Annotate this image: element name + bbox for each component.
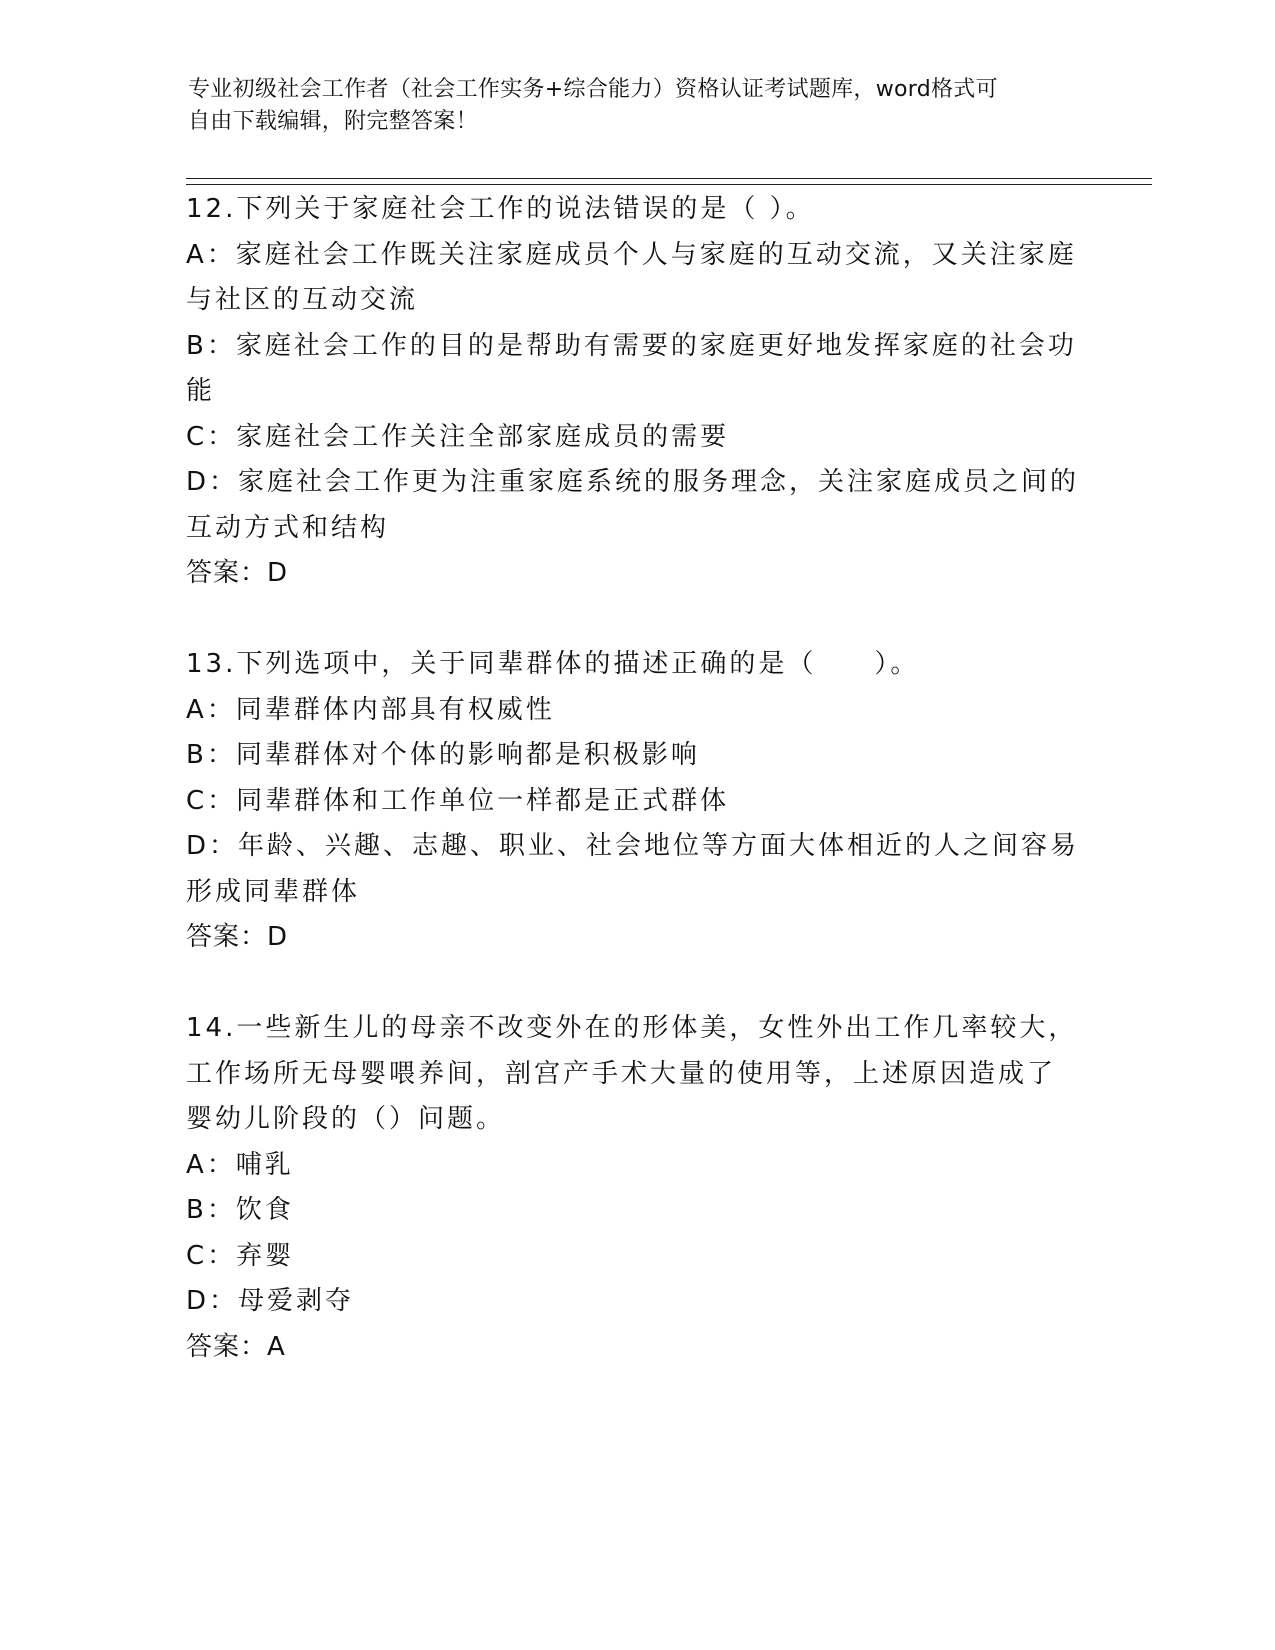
question-14: [186, 1006, 1086, 1370]
option-b: B：饮食: [186, 1195, 294, 1225]
option-d: D：家庭社会工作更为注重家庭系统的服务理念，关注家庭成员之间的: [186, 467, 1080, 497]
option-b: B：家庭社会工作的目的是帮助有需要的家庭更好地发挥家庭的社会功: [186, 330, 1077, 361]
option-d-continued: 互动方式和结构: [186, 512, 390, 543]
question-13: [186, 642, 1086, 961]
option-c: C：同辈群体和工作单位一样都是正式群体: [186, 785, 730, 816]
option-a: A：同辈群体内部具有权威性: [186, 694, 555, 725]
question-12: [186, 187, 1086, 597]
option-a: A：家庭社会工作既关注家庭成员个人与家庭的互动交流，又关注家庭: [186, 239, 1077, 270]
option-a-continued: 与社区的互动交流: [186, 285, 419, 315]
question-stem: 13.下列选项中，关于同辈群体的描述正确的是（ ）。: [186, 649, 920, 679]
question-stem: 12.下列关于家庭社会工作的说法错误的是（ ）。: [186, 194, 815, 224]
option-a: A：哺乳: [186, 1149, 294, 1180]
header-rule-top: [186, 178, 1152, 179]
header-line-2: 自由下载编辑，附完整答案！: [188, 109, 478, 134]
answer: 答案：D: [186, 922, 289, 952]
header-line-1: 专业初级社会工作者（社会工作实务+综合能力）资格认证考试题库，word格式可: [188, 77, 998, 102]
option-d-continued: 形成同辈群体: [186, 876, 361, 907]
option-c: C：弃婴: [186, 1240, 295, 1271]
question-stem-continued: 工作场所无母婴喂养间，剖宫产手术大量的使用等，上述原因造成了: [186, 1058, 1057, 1089]
question-stem-continued: 婴幼儿阶段的（）问题。: [186, 1104, 506, 1134]
question-spacer: [186, 961, 1086, 1007]
option-c: C：家庭社会工作关注全部家庭成员的需要: [186, 421, 730, 452]
header-rule-bottom: [186, 184, 1152, 185]
option-d: D：年龄、兴趣、志趣、职业、社会地位等方面大体相近的人之间容易: [186, 831, 1080, 861]
question-list: [186, 187, 1086, 1370]
document-header: [188, 74, 1088, 138]
answer: 答案：A: [186, 1331, 286, 1362]
option-d: D：母爱剥夺: [186, 1286, 355, 1316]
option-b-continued: 能: [186, 376, 216, 406]
answer: 答案：D: [186, 558, 289, 588]
option-b: B：同辈群体对个体的影响都是积极影响: [186, 740, 700, 770]
question-stem: 14.一些新生儿的母亲不改变外在的形体美，女性外出工作几率较大，: [186, 1013, 1078, 1043]
question-spacer: [186, 597, 1086, 643]
